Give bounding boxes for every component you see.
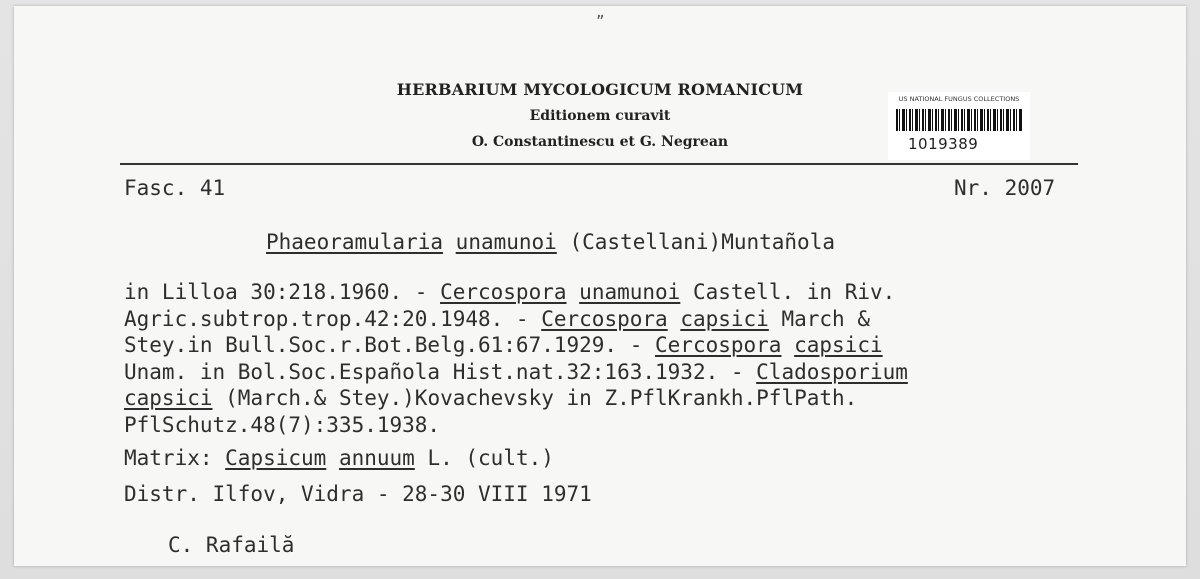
exsiccata-number: Nr. 2007	[954, 176, 1056, 200]
barcode-caption: US NATIONAL FUNGUS COLLECTIONS	[898, 95, 1020, 103]
herbarium-subtitle: Editionem curavit	[529, 108, 671, 124]
header-divider	[120, 163, 1078, 165]
synonymy-line	[124, 306, 908, 333]
matrix-line	[124, 446, 554, 470]
species-epithet: unamunoi	[455, 230, 557, 254]
synonym-epithet: unamunoi	[579, 280, 681, 304]
distribution-line: Distr. Ilfov, Vidra - 28-30 VIII 1971	[124, 482, 592, 506]
synonymy-text: Stey.in Bull.Soc.r.Bot.Belg.61:67.1929. -	[124, 333, 656, 357]
synonym-genus: Cercospora	[440, 280, 567, 304]
synonymy-text: Unam. in Bol.Soc.Española Hist.nat.32:163.1932. -	[124, 359, 757, 384]
synonym-epithet: capsici	[124, 386, 213, 410]
synonymy-text: (March.& Stey.)Kovachevsky in Z.PflKrankh.PflPath.	[212, 386, 858, 410]
synonymy-text: PflSchutz.48(7):335.1938.	[124, 412, 441, 437]
species-name	[266, 230, 835, 254]
barcode-icon	[896, 109, 1022, 131]
synonym-genus: Cercospora	[541, 306, 668, 331]
host-authority: L. (cult.)	[414, 446, 554, 470]
synonym-genus: Cladosporium	[756, 359, 908, 384]
herbarium-editors: O. Constantinescu et G. Negrean	[471, 134, 729, 150]
species-genus: Phaeoramularia	[266, 230, 444, 254]
host-epithet: annuum	[338, 446, 415, 470]
fascicle-number: Fasc. 41	[124, 176, 226, 200]
synonymy-text: in Lilloa 30:218.1960. -	[124, 280, 441, 304]
synonymy-line	[124, 359, 908, 386]
synonymy-text: Castell. in Riv.	[680, 280, 896, 304]
synonymy-block	[124, 279, 908, 438]
species-authority: (Castellani)Muntañola	[569, 230, 835, 254]
corner-mark: „	[596, 5, 605, 21]
collector-name: C. Rafailă	[168, 533, 295, 557]
synonymy-text: Agric.subtrop.trop.42:20.1948. -	[124, 306, 542, 331]
host-genus: Capsicum	[225, 446, 327, 470]
herbarium-title: HERBARIUM MYCOLOGICUM ROMANICUM	[396, 80, 804, 99]
barcode-number: 1019389	[908, 135, 979, 153]
synonymy-line	[124, 412, 908, 439]
synonymy-text: March &	[768, 306, 870, 331]
synonym-epithet: capsici	[794, 333, 883, 357]
synonymy-line	[124, 385, 908, 412]
synonymy-line	[124, 279, 908, 306]
synonym-epithet: capsici	[680, 306, 769, 331]
synonymy-line	[124, 332, 908, 359]
barcode-label	[888, 92, 1030, 160]
synonym-genus: Cercospora	[655, 333, 782, 357]
matrix-label: Matrix:	[124, 446, 226, 470]
